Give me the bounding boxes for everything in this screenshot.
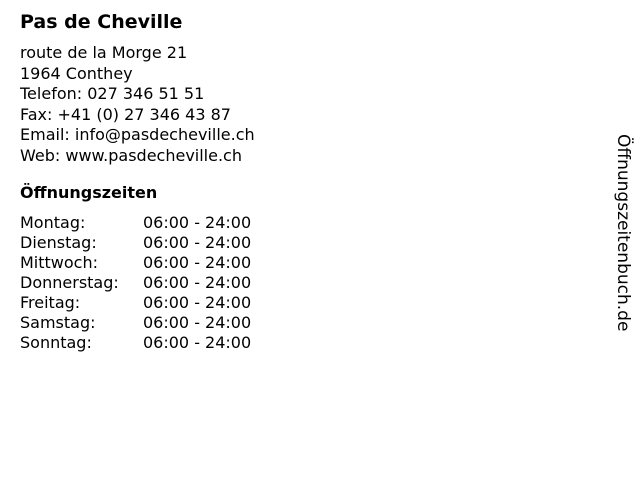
day-label: Sonntag: bbox=[20, 333, 92, 352]
city-line: 1964 Conthey bbox=[20, 63, 133, 83]
opening-hours-heading: Öffnungszeiten bbox=[20, 183, 158, 202]
email-line: Email: info@pasdecheville.ch bbox=[20, 125, 255, 144]
time-range: 06:00 - 24:00 bbox=[143, 313, 252, 332]
time-range: 06:00 - 24:00 bbox=[143, 233, 252, 252]
hours-row-saturday bbox=[20, 313, 300, 333]
phone-line: Telefon: 027 346 51 51 bbox=[20, 84, 205, 103]
day-label: Mittwoch: bbox=[20, 253, 98, 272]
time-range: 06:00 - 24:00 bbox=[143, 333, 252, 352]
contact-block bbox=[20, 43, 255, 166]
day-label: Montag: bbox=[20, 213, 86, 232]
hours-row-thursday bbox=[20, 273, 300, 293]
opening-hours-table bbox=[20, 213, 300, 353]
day-label: Dienstag: bbox=[20, 233, 97, 252]
hours-row-tuesday bbox=[20, 233, 300, 253]
hours-row-sunday bbox=[20, 333, 300, 353]
street-address: route de la Morge 21 bbox=[20, 43, 188, 62]
time-range: 06:00 - 24:00 bbox=[143, 253, 252, 272]
hours-row-friday bbox=[20, 293, 300, 313]
hours-row-wednesday bbox=[20, 253, 300, 273]
time-range: 06:00 - 24:00 bbox=[143, 273, 252, 292]
day-label: Samstag: bbox=[20, 313, 96, 332]
day-label: Donnerstag: bbox=[20, 273, 119, 292]
hours-row-monday bbox=[20, 213, 300, 233]
fax-line: Fax: +41 (0) 27 346 43 87 bbox=[20, 104, 231, 124]
day-label: Freitag: bbox=[20, 293, 81, 312]
time-range: 06:00 - 24:00 bbox=[143, 293, 252, 312]
time-range: 06:00 - 24:00 bbox=[143, 213, 252, 232]
source-watermark: Öffnungszeitenbuch.de bbox=[613, 134, 633, 332]
business-name: Pas de Cheville bbox=[20, 11, 183, 33]
web-line: Web: www.pasdecheville.ch bbox=[20, 145, 242, 165]
